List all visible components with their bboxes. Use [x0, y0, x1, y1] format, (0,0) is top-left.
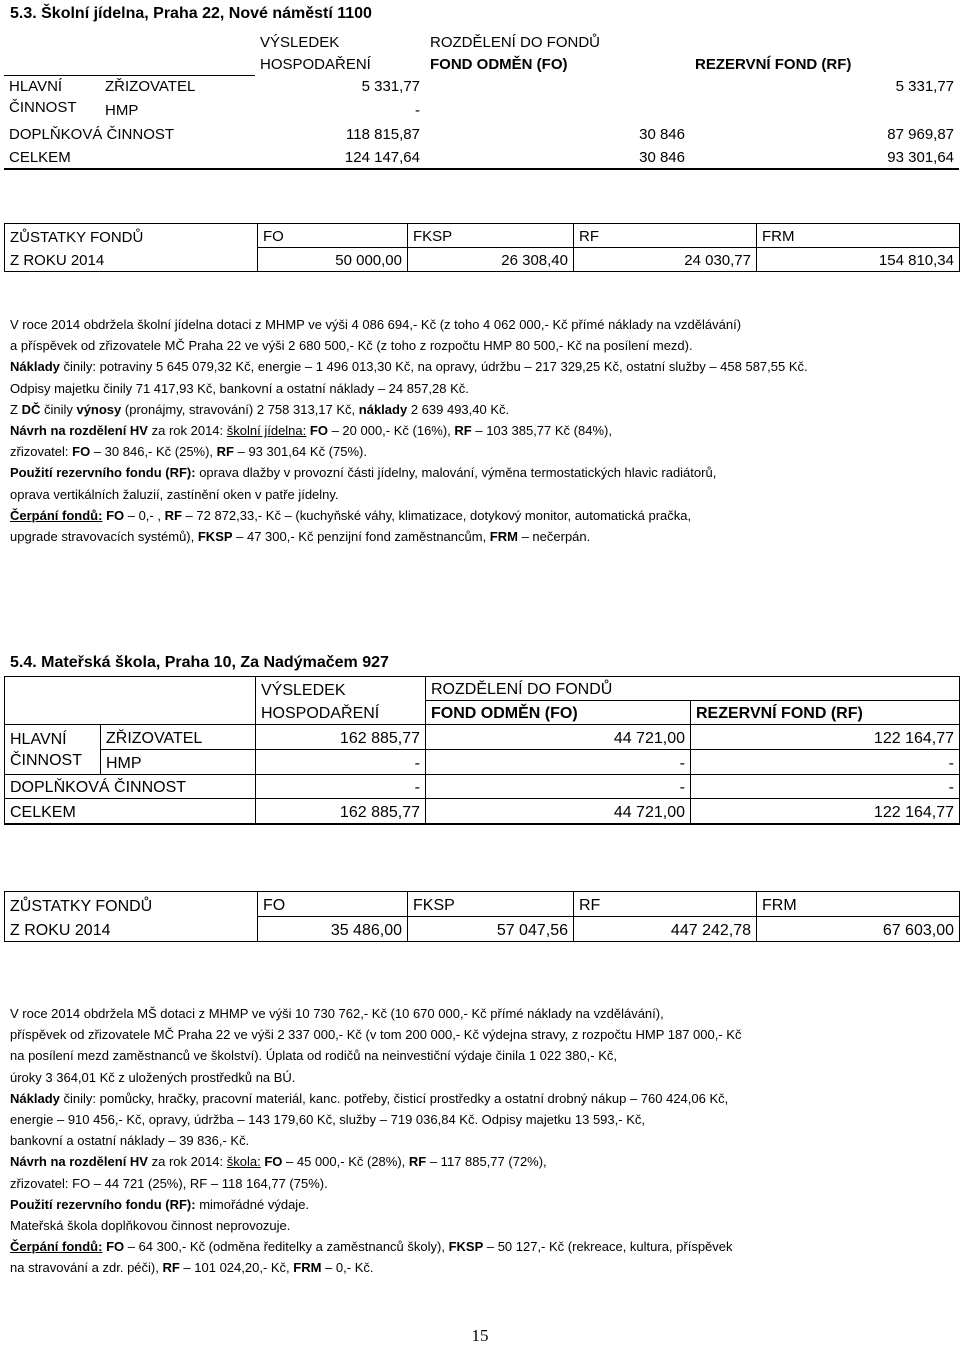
funds-header-fo: FO [258, 224, 408, 248]
header-rezervni-fond: REZERVNÍ FOND (RF) [691, 701, 960, 725]
text-line: příspěvek od zřizovatele MČ Praha 22 ve výši 2 337 000,- Kč (v tom 200 000,- Kč výdejna stravy, z rozpočtu HMP 187 000,- Kč [10, 1027, 742, 1043]
funds-value-frm: 154 810,34 [757, 248, 960, 272]
text-line: na posílení mezd zaměstnanců ve školství). Úplata od rodičů na neinvestiční výdaje činila 1 022 380,- Kč, [10, 1048, 617, 1064]
doplnkova-vysledek: 118 815,87 [346, 126, 420, 143]
zrizovatel-rezervni: 122 164,77 [691, 725, 960, 750]
label-hmp: HMP [101, 750, 256, 775]
celkem-rezervni: 122 164,77 [691, 799, 960, 824]
doplnkova-vysledek: - [256, 775, 426, 799]
doplnkova-rezervni: 87 969,87 [887, 126, 955, 143]
funds-header-fo: FO [258, 892, 408, 917]
funds-label-1: ZŮSTATKY FONDŮ [5, 892, 258, 917]
header-rozdeleni: ROZDĚLENÍ DO FONDŮ [426, 677, 960, 701]
text-line: a příspěvek od zřizovatele MČ Praha 22 ve výši 2 680 500,- Kč (z toho z rozpočtu HMP 80 500,- Kč na posílení mezd). [10, 338, 693, 354]
funds-label-1: ZŮSTATKY FONDŮ [5, 224, 258, 248]
text-block-5-3 [10, 314, 808, 547]
text-line: zřizovatel: FO – 44 721 (25%), RF – 118 164,77 (75%). [10, 1175, 328, 1191]
label-zrizovatel: ZŘIZOVATEL [105, 78, 196, 95]
text-line: Návrh na rozdělení HV za rok 2014: školní jídelna: FO – 20 000,- Kč (16%), RF – 103 385,77 Kč (84%), [10, 423, 612, 439]
header-rozdeleni: ROZDĚLENÍ DO FONDŮ [430, 34, 601, 51]
text-line: zřizovatel: FO – 30 846,- Kč (25%), RF – 93 301,64 Kč (75%). [10, 444, 367, 460]
text-line: Z DČ činily výnosy (pronájmy, stravování) 2 758 313,17 Kč, náklady 2 639 493,40 Kč. [10, 401, 510, 417]
zrizovatel-fond-odmen: 44 721,00 [426, 725, 691, 750]
section-title-5-4: 5.4. Mateřská škola, Praha 10, Za Nadýmačem 927 [10, 654, 389, 671]
text-block-5-4 [10, 1003, 741, 1279]
hmp-vysledek: - [256, 750, 426, 775]
funds-header-fksp: FKSP [408, 224, 574, 248]
empty-corner-cell [5, 677, 256, 725]
header-fond-odmen: FOND ODMĚN (FO) [426, 701, 691, 725]
funds-header-rf: RF [574, 224, 757, 248]
text-line: upgrade stravovacích systémů), FKSP – 47 300,- Kč penzijní fond zaměstnancům, FRM – nečerpán. [10, 529, 591, 545]
text-line: Použití rezervního fondu (RF): mimořádné výdaje. [10, 1196, 310, 1212]
label-doplnkova: DOPLŇKOVÁ ČINNOST [5, 775, 256, 799]
text-line: Mateřská škola doplňkovou činnost neprovozuje. [10, 1218, 291, 1234]
text-line: na stravování a zdr. péči), RF – 101 024,20,- Kč, FRM – 0,- Kč. [10, 1260, 374, 1276]
header-rezervni-fond: REZERVNÍ FOND (RF) [695, 56, 852, 73]
funds-header-rf: RF [574, 892, 757, 917]
text-line: Použití rezervního fondu (RF): oprava dlažby v provozní části jídelny, malování, výměna termostatických hlavic radiátorů, [10, 465, 717, 481]
zrizovatel-rezervni: 5 331,77 [895, 78, 955, 95]
label-celkem: CELKEM [5, 799, 256, 824]
label-cinnost: ČINNOST [9, 99, 77, 116]
funds-header-frm: FRM [757, 892, 960, 917]
result-table-5-3 [4, 31, 959, 170]
celkem-vysledek: 162 885,77 [256, 799, 426, 824]
hmp-rezervni: - [691, 750, 960, 775]
celkem-vysledek: 124 147,64 [255, 145, 425, 169]
header-fond-odmen: FOND ODMĚN (FO) [430, 56, 568, 73]
label-hmp: HMP [105, 102, 139, 119]
funds-value-fo: 50 000,00 [258, 248, 408, 272]
header-vysledek-2: HOSPODAŘENÍ [260, 56, 371, 73]
label-doplnkova: DOPLŇKOVÁ ČINNOST [9, 126, 175, 143]
text-line: bankovní a ostatní náklady – 39 836,- Kč. [10, 1133, 250, 1149]
hmp-vysledek: - [415, 102, 420, 119]
label-zrizovatel: ZŘIZOVATEL [101, 725, 256, 750]
funds-label-2: Z ROKU 2014 [5, 917, 258, 942]
text-line: úroky 3 364,01 Kč z uložených prostředků na BÚ. [10, 1069, 296, 1085]
header-vysledek-2: HOSPODAŘENÍ [256, 701, 426, 725]
text-line: Čerpání fondů: FO – 64 300,- Kč (odměna ředitelky a zaměstnanců školy), FKSP – 50 127,- Kč (rekreace, kultura, příspěvek [10, 1239, 733, 1255]
label-cinnost: ČINNOST [5, 750, 101, 775]
text-line: Náklady činily: potraviny 5 645 079,32 Kč, energie – 1 496 013,30 Kč, na opravy, údržbu – 217 329,25 Kč, ostatní služby – 458 587,55 Kč. [10, 359, 808, 375]
label-hlavni: HLAVNÍ [9, 78, 63, 95]
doplnkova-fond-odmen: 30 846 [639, 126, 685, 143]
funds-header-frm: FRM [757, 224, 960, 248]
zrizovatel-vysledek: 5 331,77 [361, 78, 420, 95]
text-line: Náklady činily: pomůcky, hračky, pracovní materiál, kanc. potřeby, čisticí prostředky a ostatní drobný nákup – 760 424,06 Kč, [10, 1090, 729, 1106]
funds-table-5-3 [4, 223, 960, 272]
text-line: V roce 2014 obdržela školní jídelna dotaci z MHMP ve výši 4 086 694,- Kč (z toho 4 062 000,- Kč přímé náklady na vzdělávání) [10, 317, 742, 332]
funds-value-fksp: 26 308,40 [408, 248, 574, 272]
label-hlavni: HLAVNÍ [5, 725, 101, 750]
funds-value-rf: 447 242,78 [574, 917, 757, 942]
funds-header-fksp: FKSP [408, 892, 574, 917]
funds-value-frm: 67 603,00 [757, 917, 960, 942]
header-vysledek-1: VÝSLEDEK [256, 677, 426, 701]
text-line: V roce 2014 obdržela MŠ dotaci z MHMP ve výši 10 730 762,- Kč (10 670 000,- Kč přímé náklady na vzdělávání), [10, 1006, 664, 1021]
text-line: Návrh na rozdělení HV za rok 2014: škola: FO – 45 000,- Kč (28%), RF – 117 885,77 (72%), [10, 1154, 547, 1170]
funds-label-2: Z ROKU 2014 [5, 248, 258, 272]
label-celkem: CELKEM [4, 145, 255, 169]
text-line: energie – 910 456,- Kč, opravy, údržba – 143 179,60 Kč, služby – 719 036,84 Kč. Odpisy majetku 13 593,- Kč, [10, 1112, 645, 1128]
celkem-fond-odmen: 30 846 [425, 145, 690, 169]
empty-corner-cell [4, 31, 255, 75]
funds-table-5-4 [4, 891, 960, 942]
hmp-fondy-empty [425, 97, 959, 121]
text-line: oprava vertikálních žaluzií, zastínění oken v patře jídelny. [10, 486, 339, 502]
doplnkova-fond-odmen: - [426, 775, 691, 799]
page-number: 15 [471, 1326, 489, 1345]
zrizovatel-vysledek: 162 885,77 [256, 725, 426, 750]
celkem-rezervni: 93 301,64 [690, 145, 959, 169]
header-vysledek-1: VÝSLEDEK [260, 34, 340, 51]
funds-value-fksp: 57 047,56 [408, 917, 574, 942]
doplnkova-rezervni: - [691, 775, 960, 799]
funds-value-fo: 35 486,00 [258, 917, 408, 942]
celkem-fond-odmen: 44 721,00 [426, 799, 691, 824]
section-title-5-3: 5.3. Školní jídelna, Praha 22, Nové náměstí 1100 [10, 5, 372, 22]
hmp-fond-odmen: - [426, 750, 691, 775]
text-line: Čerpání fondů: FO – 0,- , RF – 72 872,33,- Kč – (kuchyňské váhy, klimatizace, dotykový monitor, automatická pračka, [10, 507, 692, 523]
funds-value-rf: 24 030,77 [574, 248, 757, 272]
text-line: Odpisy majetku činily 71 417,93 Kč, bankovní a ostatní náklady – 24 857,28 Kč. [10, 380, 469, 396]
result-table-5-4 [4, 676, 960, 825]
